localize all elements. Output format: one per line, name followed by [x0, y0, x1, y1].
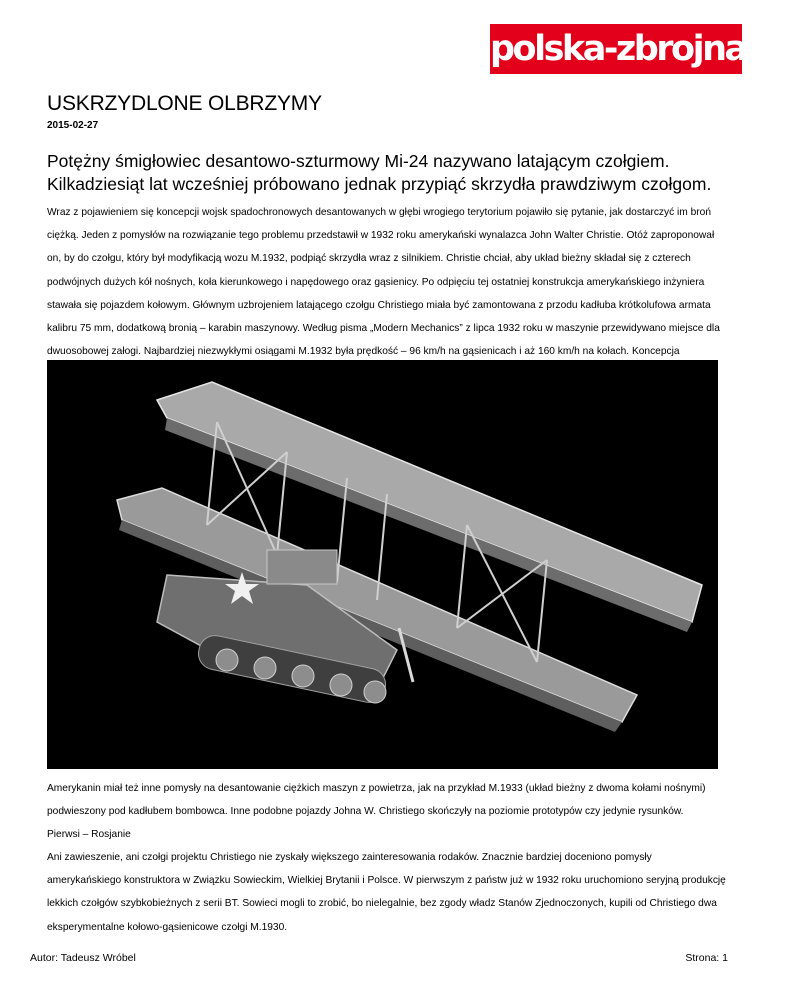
article-subheading: Pierwsi – Rosjanie — [47, 829, 131, 840]
footer-page-number: Strona: 1 — [685, 952, 728, 964]
article-paragraph-2: Amerykanin miał też inne pomysły na desantowanie ciężkich maszyn z powietrza, jak na przykład M.1933 (układ bieżny z dwoma kołami nośnymi) podwieszony pod kadłubem bombowca. Inne podobne pojazdy Johna W. Christiego skończyły na poziomie prototypów czy jedynie rysunków. — [47, 783, 706, 818]
flying-tank-illustration — [47, 360, 718, 769]
article-date: 2015-02-27 — [47, 120, 99, 131]
footer-author: Autor: Tadeusz Wróbel — [30, 952, 136, 964]
site-logo[interactable]: polska-zbrojna.pl — [490, 24, 742, 74]
article-lead: Potężny śmigłowiec desantowo-szturmowy Mi-24 nazywano latającym czołgiem. Kilkadziesiąt lat wcześniej próbowano jednak przypiąć skrzydła prawdziwym czołgom. — [47, 151, 712, 194]
article-title: USKRZYDLONE OLBRZYMY — [47, 92, 322, 115]
article-paragraph-1: Wraz z pojawieniem się koncepcji wojsk spadochronowych desantowanych w głębi wrogiego terytorium pojawiło się pytanie, jak dostarczyć im broń ciężką. Jeden z pomysłów na rozwiązanie tego problemu przedstawił w 1932 roku amerykański wynalazca John Walter Christie. Otóż zaproponował on, by do czołgu, który był modyfikacją wozu M.1932, podpiąć skrzydła wraz z silnikiem. Christie chciał, aby układ bieżny składał się z czterech podwójnych dużych kół nośnych, koła kierunkowego i napędowego oraz gąsienicy. Po odpięciu tej ostatniej konstrukcja amerykańskiego inżyniera stawała się pojazdem kołowym. Głównym uzbrojeniem latającego czołgu Christiego miała być zamontowana z przodu kadłuba krótkolufowa armata kalibru 75 mm, dodatkową bronią – karabin maszynowy. Według pisma „Modern Mechanics” z lipca 1932 roku w maszynie przewidywano miejsce dla dwuosobowej załogi. Najbardziej niezwykłymi osiągami M.1932 była prędkość – 96 km/h na gąsienicach i aż 160 km/h na kołach. Koncepcja — [47, 207, 720, 358]
article-photo — [47, 360, 718, 769]
article-paragraph-3: Ani zawieszenie, ani czołgi projektu Christiego nie zyskały większego zainteresowania rodaków. Znacznie bardziej doceniono pomysły amerykańskiego konstruktora w Związku Sowieckim, Wielkiej Brytanii i Polsce. W pierwszym z państw już w 1932 roku uruchomiono seryjną produkcję lekkich czołgów szybkobieżnych z serii BT. Sowieci mogli to zrobić, bo nielegalnie, bez zgody władz Stanów Zjednoczonych, kupili od Christiego dwa eksperymentalne kołowo-gąsienicowe czołgi M.1930. — [47, 852, 726, 933]
